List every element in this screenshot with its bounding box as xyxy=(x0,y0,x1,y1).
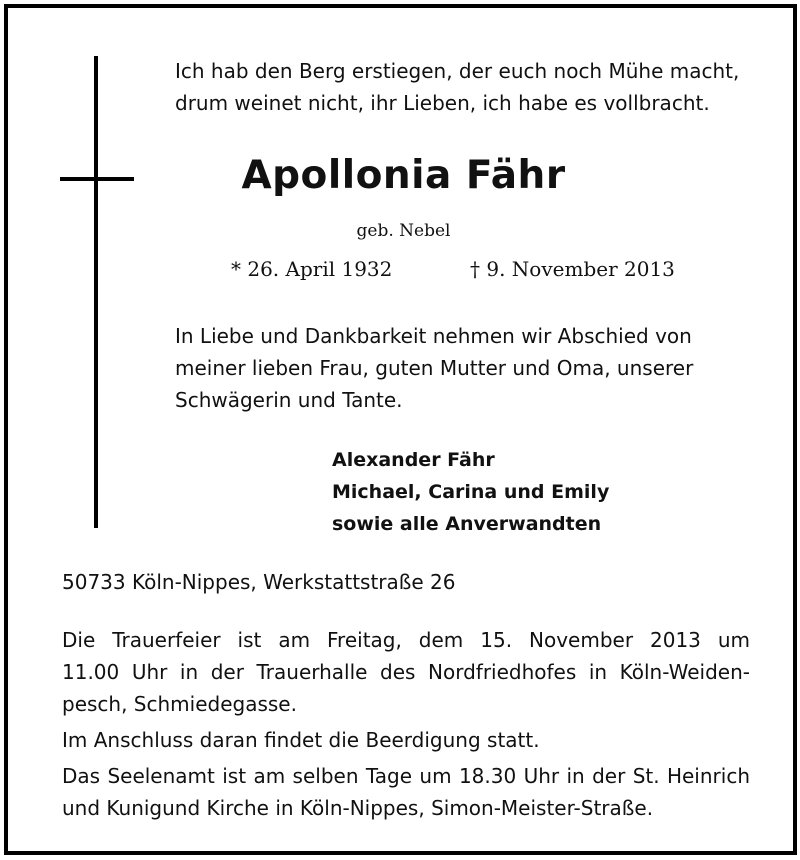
mourner-line: Alexander Fähr xyxy=(332,449,495,471)
deceased-name: Apollonia Fähr xyxy=(241,153,566,198)
mourner-line: Michael, Carina und Emily xyxy=(332,481,610,503)
farewell-text xyxy=(175,320,693,416)
death-date: † 9. November 2013 xyxy=(470,257,675,281)
farewell-line: Schwägerin und Tante. xyxy=(175,388,403,412)
funeral-line: 11.00 Uhr in der Trauerhalle des Nordfriedhofes in Köln-Weiden- xyxy=(62,660,750,684)
verse-line: drum weinet nicht, ihr Lieben, ich habe es vollbracht. xyxy=(175,91,710,115)
birth-name: geb. Nebel xyxy=(356,221,451,241)
mourner-address: 50733 Köln-Nippes, Werkstattstraße 26 xyxy=(62,570,456,594)
requiem-notice xyxy=(62,760,750,824)
mourner-line: sowie alle Anverwandten xyxy=(332,513,602,535)
funeral-notice xyxy=(62,624,750,720)
burial-notice: Im Anschluss daran findet die Beerdigung statt. xyxy=(62,728,540,752)
funeral-line: Die Trauerfeier ist am Freitag, dem 15. November 2013 um xyxy=(62,628,750,652)
requiem-line: Das Seelenamt ist am selben Tage um 18.30 Uhr in der St. Heinrich xyxy=(62,764,750,788)
verse xyxy=(175,55,739,119)
farewell-line: meiner lieben Frau, guten Mutter und Oma, unserer xyxy=(175,356,694,380)
mourners xyxy=(332,444,609,540)
farewell-line: In Liebe und Dankbarkeit nehmen wir Abschied von xyxy=(175,324,692,348)
requiem-line: und Kunigund Kirche in Köln-Nippes, Simon-Meister-Straße. xyxy=(62,796,654,820)
obituary-frame xyxy=(4,4,797,855)
verse-line: Ich hab den Berg erstiegen, der euch noch Mühe macht, xyxy=(175,59,740,83)
funeral-line: pesch, Schmiedegasse. xyxy=(62,692,297,716)
birth-date: * 26. April 1932 xyxy=(231,257,393,281)
cross-vertical-bar xyxy=(94,56,98,528)
